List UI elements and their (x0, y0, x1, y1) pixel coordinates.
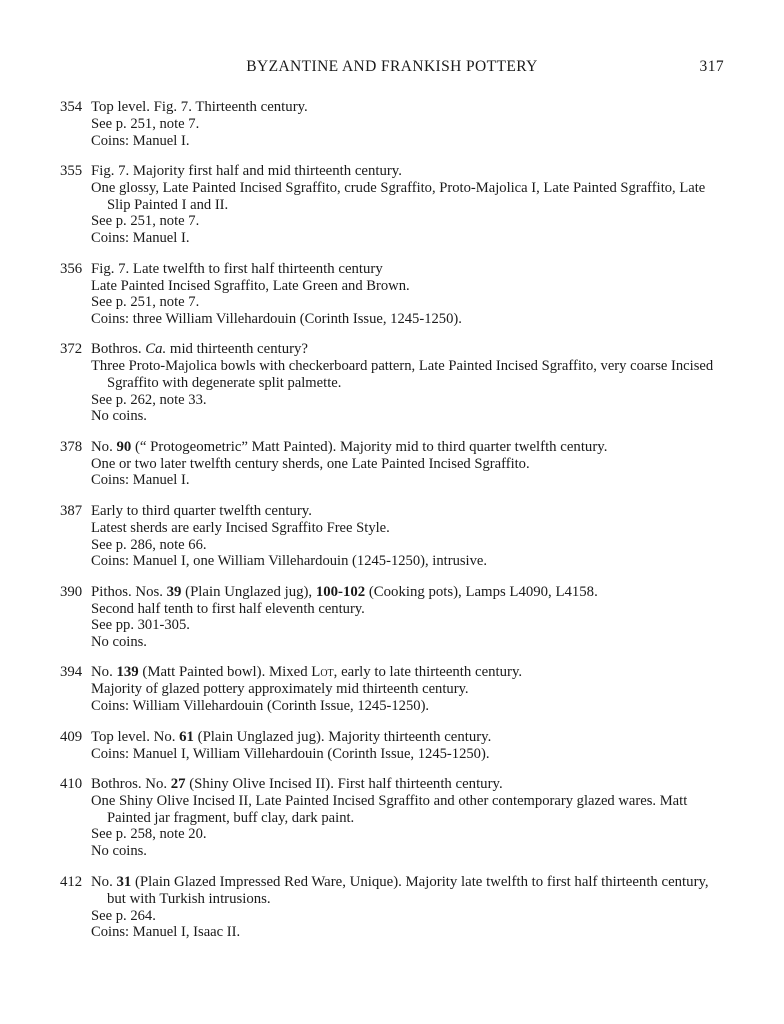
entry-line: Late Painted Incised Sgraffito, Late Green and Brown. (91, 277, 410, 294)
entry-line: Coins: Manuel I, William Villehardouin (Corinth Issue, 1245-1250). (91, 745, 490, 762)
running-head (60, 58, 724, 80)
entry-line: No coins. (91, 843, 147, 860)
entry-line: Majority of glazed pottery approximately mid thirteenth century. (91, 681, 469, 698)
entry-line: Coins: William Villehardouin (Corinth Issue, 1245-1250). (91, 698, 430, 715)
entry-390 (60, 584, 724, 651)
entry-heading: Bothros. No. 27 (Shiny Olive Incised II). First half thirteenth century. (91, 776, 503, 793)
entry-number: 355 (60, 163, 83, 180)
entry-line: Three Proto-Majolica bowls with checkerboard pattern, Late Painted Incised Sgraffito, very coarse Incised Sgraffito with degenerate split palmette. (91, 358, 714, 391)
entry-line: One glossy, Late Painted Incised Sgraffito, crude Sgraffito, Proto-Majolica I, Late Painted Sgraffito, Late Slip Painted I and II. (91, 180, 706, 213)
entry-line: See p. 251, note 7. (91, 213, 200, 230)
entry-heading: No. 139 (Matt Painted bowl). Mixed Lot, early to late thirteenth century. (91, 664, 523, 681)
entry-410 (60, 776, 724, 859)
entry-number: 412 (60, 873, 83, 890)
entry-line: See p. 262, note 33. (91, 391, 207, 408)
entry-number: 390 (60, 583, 83, 600)
entry-409 (60, 729, 724, 763)
entry-387 (60, 503, 724, 570)
entry-line: Coins: Manuel I. (91, 132, 190, 149)
entry-line: No coins. (91, 633, 147, 650)
entry-line: Latest sherds are early Incised Sgraffito Free Style. (91, 519, 390, 536)
entry-378 (60, 439, 724, 489)
page-number: 317 (699, 58, 724, 75)
entry-heading: Top level. Fig. 7. Thirteenth century. (91, 99, 308, 115)
entry-line: See p. 264. (91, 907, 156, 924)
entry-354 (60, 99, 724, 149)
entry-heading: Fig. 7. Majority first half and mid thirteenth century. (91, 163, 402, 180)
entry-line: See p. 258, note 20. (91, 826, 207, 843)
entry-number: 372 (60, 341, 83, 358)
entry-394 (60, 664, 724, 714)
entry-heading: Pithos. Nos. 39 (Plain Unglazed jug), 100-102 (Cooking pots), Lamps L4090, L4158. (91, 583, 598, 600)
entry-355 (60, 163, 724, 246)
entry-line: Coins: Manuel I, one William Villehardouin (1245-1250), intrusive. (91, 553, 488, 570)
entry-heading: Early to third quarter twelfth century. (91, 502, 312, 519)
entry-heading: No. 90 (“ Protogeometric” Matt Painted). Majority mid to third quarter twelfth century. (91, 438, 608, 455)
entry-line: See pp. 301-305. (91, 617, 190, 634)
entry-line: Coins: Manuel I, Isaac II. (91, 924, 241, 941)
entry-number: 409 (60, 728, 83, 745)
entry-line: One Shiny Olive Incised II, Late Painted Incised Sgraffito and other contemporary glazed wares. Matt Painted jar fragment, buff clay, dark paint. (91, 793, 688, 826)
entry-line: Coins: three William Villehardouin (Corinth Issue, 1245-1250). (91, 310, 462, 327)
entry-line: Coins: Manuel I. (91, 229, 190, 246)
entry-line: See p. 286, note 66. (91, 536, 207, 553)
entry-number: 410 (60, 776, 83, 793)
entry-line: One or two later twelfth century sherds, one Late Painted Incised Sgraffito. (91, 455, 530, 472)
entry-line: No coins. (91, 408, 147, 425)
entry-line: Coins: Manuel I. (91, 472, 190, 489)
entry-number: 356 (60, 260, 83, 277)
entry-number: 378 (60, 438, 83, 455)
entry-heading: No. 31 (Plain Glazed Impressed Red Ware, Unique). Majority late twelfth to first half thirteenth century, but with Turkish intrusions. (91, 873, 709, 907)
entry-412 (60, 874, 724, 941)
entry-heading: Fig. 7. Late twelfth to first half thirteenth century (91, 260, 383, 277)
entry-number: 387 (60, 502, 83, 519)
entry-heading: Top level. No. 61 (Plain Unglazed jug). Majority thirteenth century. (91, 728, 492, 745)
entry-line: See p. 251, note 7. (91, 294, 200, 311)
entry-number: 394 (60, 664, 83, 681)
entry-number: 354 (60, 99, 83, 115)
entry-372 (60, 341, 724, 424)
running-title: BYZANTINE AND FRANKISH POTTERY (246, 58, 538, 75)
entry-line: Second half tenth to first half eleventh century. (91, 600, 365, 617)
entry-heading: Bothros. Ca. mid thirteenth century? (91, 341, 308, 358)
deposit-list (60, 99, 724, 955)
entry-line: See p. 251, note 7. (91, 116, 200, 132)
entry-356 (60, 261, 724, 328)
